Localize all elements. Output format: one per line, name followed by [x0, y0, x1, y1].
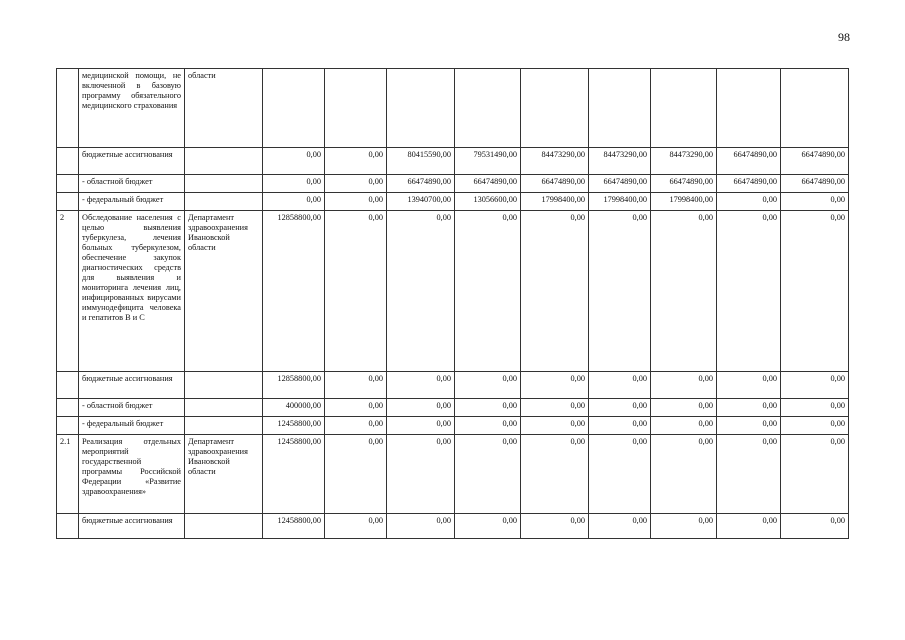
table-row	[57, 69, 849, 148]
amount-cell: 0,00	[325, 193, 387, 211]
amount-cell: 0,00	[717, 417, 781, 435]
row-index-cell: 2.1	[57, 435, 79, 514]
amount-cell	[717, 69, 781, 148]
amount-cell: 0,00	[387, 514, 455, 539]
row-index-cell	[57, 514, 79, 539]
budget-table	[56, 68, 849, 539]
amount-cell: 0,00	[717, 193, 781, 211]
amount-cell: 13056600,00	[455, 193, 521, 211]
amount-cell: 84473290,00	[589, 148, 651, 175]
amount-cell: 0,00	[651, 417, 717, 435]
amount-cell	[521, 69, 589, 148]
amount-cell: 0,00	[455, 514, 521, 539]
amount-cell: 84473290,00	[521, 148, 589, 175]
amount-cell: 0,00	[325, 211, 387, 372]
amount-cell: 0,00	[781, 435, 849, 514]
amount-cell	[325, 69, 387, 148]
amount-cell: 66474890,00	[781, 175, 849, 193]
measure-name-cell: Обследование населения с целью выявления туберкулеза, лечения больных туберкулезом, обеспечение закупок диагностических средств для выявления и мониторинга лечения лиц, инфицированных вирусами иммунодефицита человека и гепатитов В и С	[79, 211, 185, 372]
measure-name-cell: бюджетные ассигнования	[79, 148, 185, 175]
amount-cell: 0,00	[325, 372, 387, 399]
amount-cell: 0,00	[651, 399, 717, 417]
amount-cell: 66474890,00	[387, 175, 455, 193]
amount-cell: 66474890,00	[717, 175, 781, 193]
row-index-cell	[57, 148, 79, 175]
amount-cell: 12458800,00	[263, 417, 325, 435]
measure-name-cell: бюджетные ассигнования	[79, 372, 185, 399]
executor-cell	[185, 148, 263, 175]
amount-cell: 0,00	[781, 372, 849, 399]
amount-cell: 0,00	[717, 211, 781, 372]
amount-cell: 66474890,00	[781, 148, 849, 175]
amount-cell: 0,00	[717, 372, 781, 399]
table-row	[57, 175, 849, 193]
amount-cell: 0,00	[589, 399, 651, 417]
row-index-cell: 2	[57, 211, 79, 372]
amount-cell: 0,00	[589, 372, 651, 399]
amount-cell: 12858800,00	[263, 211, 325, 372]
executor-cell	[185, 193, 263, 211]
amount-cell	[781, 69, 849, 148]
amount-cell: 0,00	[781, 211, 849, 372]
amount-cell: 0,00	[589, 211, 651, 372]
amount-cell: 0,00	[521, 211, 589, 372]
amount-cell	[589, 69, 651, 148]
measure-name-cell: Реализация отдельных мероприятий государственной программы Российской Федерации «Развитие здравоохранения»	[79, 435, 185, 514]
amount-cell: 0,00	[717, 399, 781, 417]
amount-cell: 0,00	[781, 193, 849, 211]
row-index-cell	[57, 417, 79, 435]
table-row	[57, 399, 849, 417]
measure-name-cell: - областной бюджет	[79, 175, 185, 193]
row-index-cell	[57, 193, 79, 211]
table-row	[57, 148, 849, 175]
executor-cell	[185, 514, 263, 539]
executor-cell	[185, 372, 263, 399]
amount-cell: 0,00	[387, 372, 455, 399]
amount-cell: 0,00	[325, 148, 387, 175]
amount-cell: 0,00	[589, 435, 651, 514]
table-row	[57, 193, 849, 211]
amount-cell: 0,00	[717, 514, 781, 539]
amount-cell: 13940700,00	[387, 193, 455, 211]
amount-cell: 66474890,00	[651, 175, 717, 193]
amount-cell: 0,00	[387, 211, 455, 372]
amount-cell: 0,00	[325, 435, 387, 514]
amount-cell: 0,00	[325, 175, 387, 193]
amount-cell: 66474890,00	[455, 175, 521, 193]
amount-cell: 0,00	[455, 211, 521, 372]
amount-cell: 0,00	[263, 193, 325, 211]
amount-cell: 0,00	[325, 417, 387, 435]
measure-name-cell: - федеральный бюджет	[79, 417, 185, 435]
row-index-cell	[57, 372, 79, 399]
amount-cell: 66474890,00	[717, 148, 781, 175]
amount-cell: 12458800,00	[263, 435, 325, 514]
amount-cell: 0,00	[651, 372, 717, 399]
measure-name-cell: - федеральный бюджет	[79, 193, 185, 211]
row-index-cell	[57, 175, 79, 193]
executor-cell: Департамент здравоохранения Ивановской области	[185, 211, 263, 372]
measure-name-cell: - областной бюджет	[79, 399, 185, 417]
amount-cell: 12858800,00	[263, 372, 325, 399]
amount-cell: 0,00	[781, 399, 849, 417]
amount-cell: 0,00	[651, 435, 717, 514]
table-row	[57, 417, 849, 435]
amount-cell: 0,00	[325, 514, 387, 539]
amount-cell	[651, 69, 717, 148]
amount-cell: 79531490,00	[455, 148, 521, 175]
amount-cell: 0,00	[589, 514, 651, 539]
amount-cell: 0,00	[455, 372, 521, 399]
executor-cell	[185, 417, 263, 435]
amount-cell: 0,00	[455, 399, 521, 417]
amount-cell: 0,00	[455, 417, 521, 435]
amount-cell: 12458800,00	[263, 514, 325, 539]
amount-cell: 0,00	[651, 514, 717, 539]
amount-cell	[455, 69, 521, 148]
amount-cell: 0,00	[651, 211, 717, 372]
amount-cell: 84473290,00	[651, 148, 717, 175]
amount-cell: 0,00	[589, 417, 651, 435]
amount-cell: 0,00	[521, 372, 589, 399]
measure-name-cell: медицинской помощи, не включенной в базовую программу обязательного медицинского страхования	[79, 69, 185, 148]
amount-cell: 66474890,00	[589, 175, 651, 193]
amount-cell: 66474890,00	[521, 175, 589, 193]
amount-cell	[387, 69, 455, 148]
row-index-cell	[57, 69, 79, 148]
executor-cell: области	[185, 69, 263, 148]
amount-cell	[263, 69, 325, 148]
amount-cell: 0,00	[387, 399, 455, 417]
amount-cell: 0,00	[325, 399, 387, 417]
amount-cell: 400000,00	[263, 399, 325, 417]
amount-cell: 0,00	[781, 514, 849, 539]
executor-cell: Департамент здравоохранения Ивановской области	[185, 435, 263, 514]
table-row	[57, 435, 849, 514]
amount-cell: 0,00	[387, 417, 455, 435]
amount-cell: 17998400,00	[651, 193, 717, 211]
table-row	[57, 211, 849, 372]
amount-cell: 0,00	[455, 435, 521, 514]
amount-cell: 17998400,00	[521, 193, 589, 211]
amount-cell: 0,00	[717, 435, 781, 514]
table-row	[57, 514, 849, 539]
measure-name-cell: бюджетные ассигнования	[79, 514, 185, 539]
amount-cell: 0,00	[263, 175, 325, 193]
amount-cell: 0,00	[387, 435, 455, 514]
executor-cell	[185, 399, 263, 417]
amount-cell: 17998400,00	[589, 193, 651, 211]
amount-cell: 0,00	[781, 417, 849, 435]
row-index-cell	[57, 399, 79, 417]
amount-cell: 0,00	[521, 435, 589, 514]
amount-cell: 80415590,00	[387, 148, 455, 175]
page-number: 98	[838, 30, 850, 44]
table-row	[57, 372, 849, 399]
amount-cell: 0,00	[521, 514, 589, 539]
executor-cell	[185, 175, 263, 193]
amount-cell: 0,00	[521, 417, 589, 435]
amount-cell: 0,00	[263, 148, 325, 175]
amount-cell: 0,00	[521, 399, 589, 417]
